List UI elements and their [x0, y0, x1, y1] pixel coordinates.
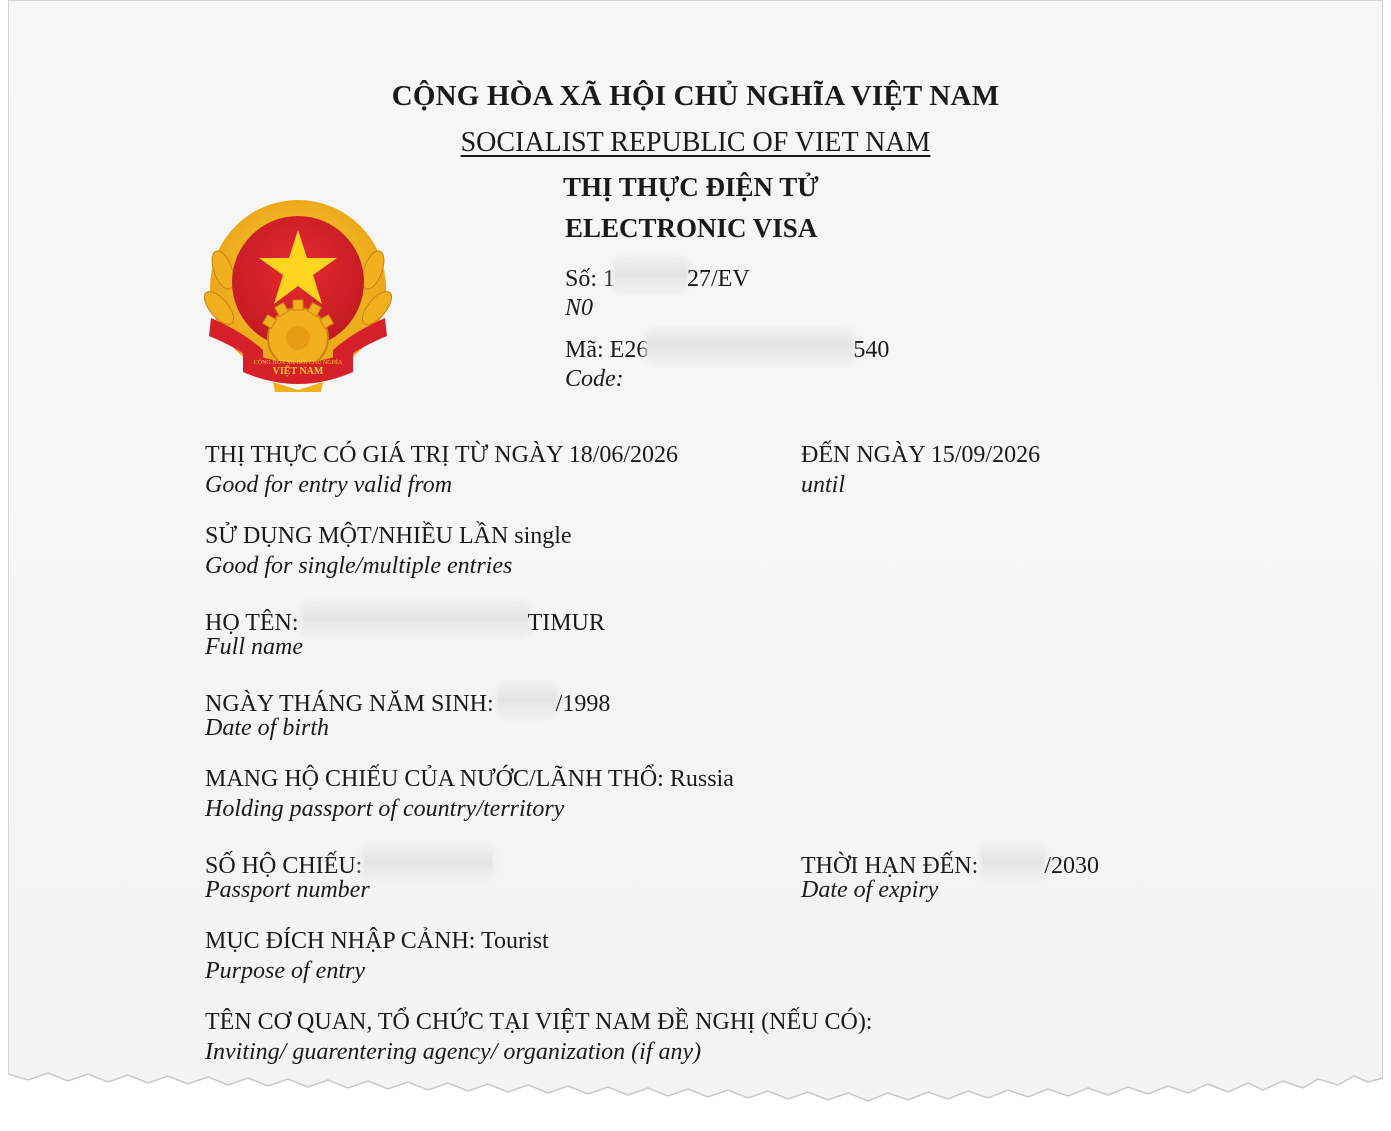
expiry-date	[801, 847, 1099, 880]
valid-until-value: 15/09/2026	[930, 442, 1041, 468]
redacted-block	[498, 685, 556, 715]
passport-label-en: Passport number	[205, 877, 370, 903]
visa-number-label-en: N0	[565, 295, 594, 321]
full-name-label: HỌ TÊN:	[205, 610, 299, 636]
expiry-value: /2030	[1044, 853, 1099, 879]
agency-label: TÊN CƠ QUAN, TỔ CHỨC TẠI VIỆT NAM ĐỀ NGHỊ (NẾU CÓ):	[205, 1009, 873, 1035]
visa-code-label-en: Code:	[565, 366, 624, 392]
visa-number-label: Số:	[565, 266, 604, 292]
valid-from-label: THỊ THỰC CÓ GIÁ TRỊ TỪ NGÀY	[205, 442, 563, 468]
visa-code	[565, 331, 889, 364]
redacted-block	[615, 260, 687, 290]
document-title-en: ELECTRONIC VISA	[565, 213, 818, 243]
purpose	[205, 928, 549, 955]
agency-label-en: Inviting/ guarentering agency/ organization (if any)	[205, 1039, 702, 1065]
document-title-vn: THỊ THỰC ĐIỆN TỬ	[563, 172, 819, 202]
purpose-label: MỤC ĐÍCH NHẬP CẢNH:	[205, 928, 476, 954]
visa-number	[565, 260, 750, 293]
valid-until	[801, 442, 1040, 469]
country-title-vn: CỘNG HÒA XÃ HỘI CHỦ NGHĨA VIỆT NAM	[391, 80, 1000, 112]
purpose-label-en: Purpose of entry	[205, 958, 365, 984]
nationality	[205, 766, 734, 793]
full-name-label-en: Full name	[205, 634, 303, 660]
entries-value: single	[514, 523, 572, 549]
visa-code-label: Mã:	[565, 337, 610, 363]
visa-code-suffix: 540	[853, 337, 890, 363]
visa-number-suffix: 27/EV	[687, 266, 750, 292]
passport-label: SỐ HỘ CHIẾU:	[205, 853, 363, 879]
redacted-block	[648, 331, 853, 361]
visa-document	[8, 0, 1383, 1131]
emblem-text: VIỆT NAM	[272, 366, 324, 377]
redacted-block	[982, 847, 1044, 877]
dob-label-en: Date of birth	[205, 715, 329, 741]
dob-value: /1998	[555, 691, 611, 717]
expiry-label: THỜI HẠN ĐẾN:	[801, 853, 979, 879]
passport-number	[205, 847, 492, 880]
nationality-value: Russia	[669, 766, 734, 792]
redacted-block	[364, 847, 492, 877]
valid-from-value: 18/06/2026	[568, 442, 679, 468]
valid-from	[205, 442, 678, 469]
valid-until-label-en: until	[801, 472, 846, 498]
purpose-value: Tourist	[481, 928, 549, 954]
full-name-value: TIMUR	[527, 610, 605, 636]
date-of-birth	[205, 685, 610, 718]
visa-code-prefix: E26	[609, 337, 649, 363]
emblem-motto: CỘNG HÒA XÃ HỘI CHỦ NGHĨA	[253, 360, 343, 366]
visa-number-prefix: 1	[603, 266, 616, 292]
nationality-label-en: Holding passport of country/territory	[205, 796, 565, 822]
valid-until-label: ĐẾN NGÀY	[801, 442, 925, 468]
entries-label-en: Good for single/multiple entries	[205, 553, 513, 579]
entries-label: SỬ DỤNG MỘT/NHIỀU LẦN	[205, 523, 509, 549]
nationality-label: MANG HỘ CHIẾU CỦA NƯỚC/LÃNH THỔ:	[205, 766, 664, 792]
national-emblem-icon	[203, 200, 393, 395]
country-title-en: SOCIALIST REPUBLIC OF VIET NAM	[460, 127, 931, 158]
redacted-block	[303, 604, 528, 634]
dob-label: NGÀY THÁNG NĂM SINH:	[205, 691, 494, 717]
expiry-label-en: Date of expiry	[801, 877, 939, 903]
full-name	[205, 604, 605, 637]
valid-from-label-en: Good for entry valid from	[205, 472, 453, 498]
entries	[205, 523, 572, 550]
